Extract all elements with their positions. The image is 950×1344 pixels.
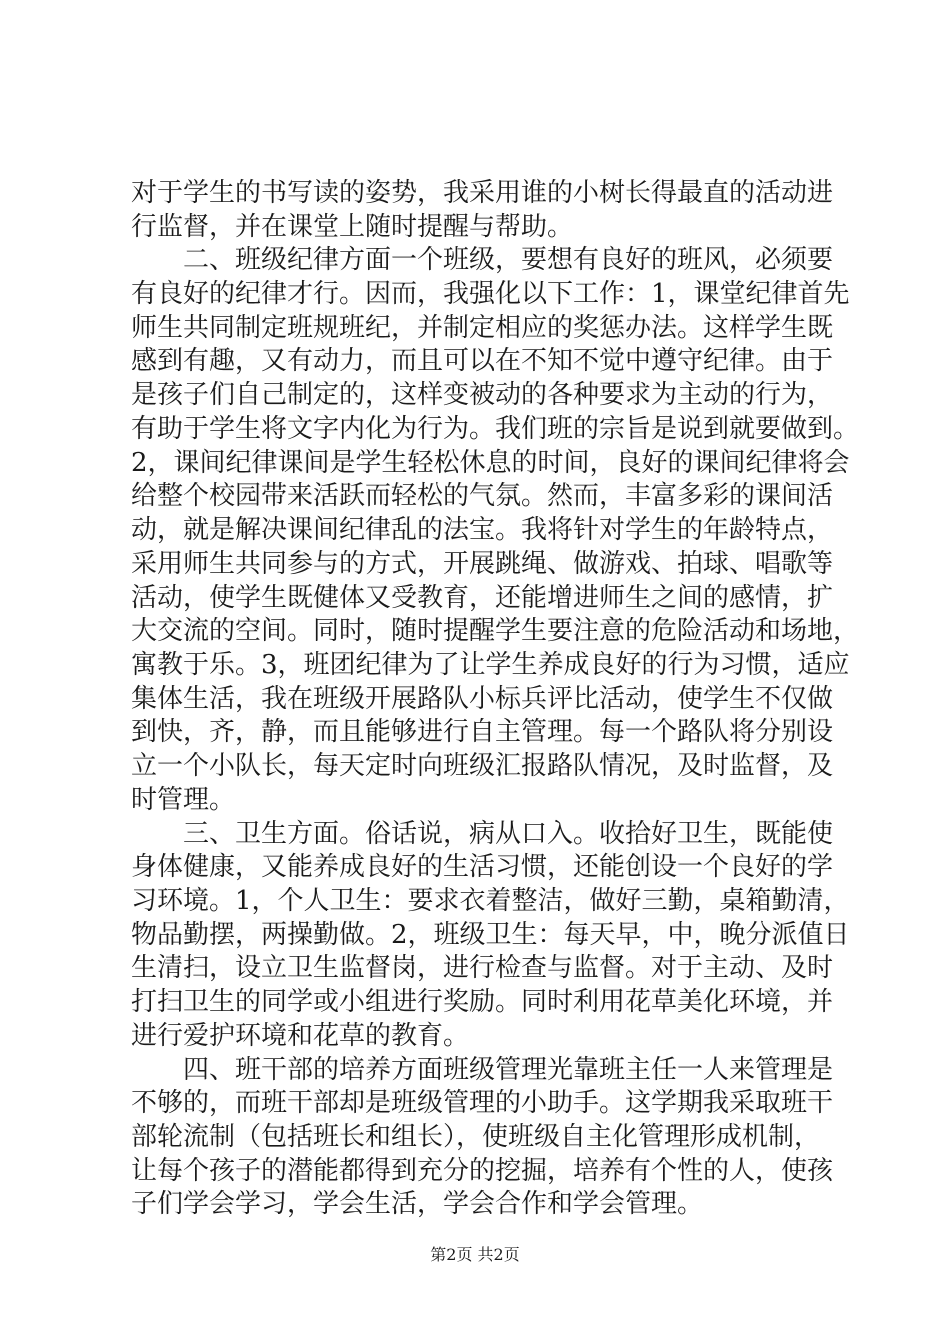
body-line: 活动，使学生既健体又受教育，还能增进师生之间的感情，扩 [131,583,834,613]
page-number-footer: 第2页 共2页 [430,1245,520,1264]
body-line: 身体健康，又能养成良好的生活习惯，还能创设一个良好的学 [131,852,834,882]
body-line: 部轮流制（包括班长和组长），使班级自主化管理形成机制， [131,1122,821,1152]
body-line: 四、班干部的培养方面班级管理光靠班主任一人来管理是 [183,1055,834,1085]
body-line: 师生共同制定班规班纪，并制定相应的奖惩办法。这样学生既 [131,313,834,343]
body-line: 二、班级纪律方面一个班级，要想有良好的班风，必须要 [183,245,834,275]
body-line: 打扫卫生的同学或小组进行奖励。同时利用花草美化环境，并 [131,987,834,1017]
body-line: 感到有趣，又有动力，而且可以在不知不觉中遵守纪律。由于 [131,346,834,376]
body-line: 不够的，而班干部却是班级管理的小助手。这学期我采取班干 [131,1088,834,1118]
body-line: 寓教于乐。3，班团纪律为了让学生养成良好的行为习惯，适应 [131,650,850,680]
body-line: 三、卫生方面。俗话说，病从口入。收拾好卫生，既能使 [183,819,834,849]
body-line: 生清扫，设立卫生监督岗，进行检查与监督。对于主动、及时 [131,953,834,983]
body-line: 有良好的纪律才行。因而，我强化以下工作：1，课堂纪律首先 [131,279,850,309]
body-line: 物品勤摆，两操勤做。2，班级卫生：每天早，中，晚分派值日 [131,920,850,950]
body-line: 到快，齐，静，而且能够进行自主管理。每一个路队将分别设 [131,717,834,747]
body-line: 行监督，并在课堂上随时提醒与帮助。 [131,212,574,242]
body-line: 大交流的空间。同时，随时提醒学生要注意的危险活动和场地， [131,616,860,646]
body-line: 对于学生的书写读的姿势，我采用谁的小树长得最直的活动进 [131,178,834,208]
body-line: 有助于学生将文字内化为行为。我们班的宗旨是说到就要做到。 [131,414,860,444]
body-line: 让每个孩子的潜能都得到充分的挖掘，培养有个性的人，使孩 [131,1156,834,1186]
body-line: 时管理。 [131,785,236,815]
body-line: 2，课间纪律课间是学生轻松休息的时间，良好的课间纪律将会 [131,448,850,478]
body-line: 立一个小队长，每天定时向班级汇报路队情况，及时监督，及 [131,751,834,781]
body-line: 采用师生共同参与的方式，开展跳绳、做游戏、拍球、唱歌等 [131,549,834,579]
body-line: 集体生活，我在班级开展路队小标兵评比活动，使学生不仅做 [131,684,834,714]
body-line: 动，就是解决课间纪律乱的法宝。我将针对学生的年龄特点， [131,515,834,545]
body-line: 子们学会学习，学会生活，学会合作和学会管理。 [131,1189,704,1219]
body-line: 给整个校园带来活跃而轻松的气氛。然而，丰富多彩的课间活 [131,481,834,511]
body-line: 进行爱护环境和花草的教育。 [131,1021,470,1051]
body-line: 习环境。1，个人卫生：要求衣着整洁，做好三勤，桌箱勤清， [131,886,850,916]
body-line: 是孩子们自己制定的，这样变被动的各种要求为主动的行为， [131,380,834,410]
